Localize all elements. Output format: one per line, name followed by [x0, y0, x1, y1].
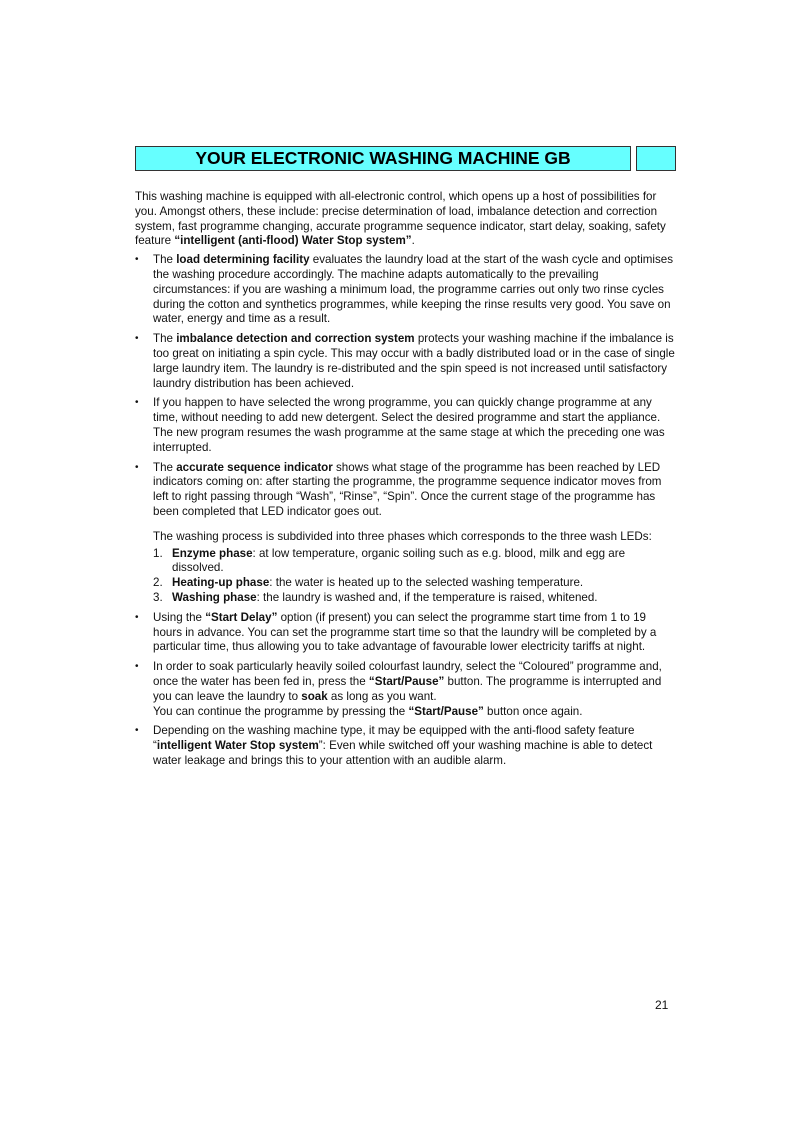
list-item-water-stop	[135, 724, 677, 768]
phase-number: 3.	[153, 590, 163, 604]
feature-list	[135, 253, 677, 769]
list-item-imbalance	[135, 332, 677, 391]
phase-item-enzyme	[153, 547, 677, 577]
phase-description: : the laundry is washed and, if the temperature is raised, whitened.	[256, 590, 598, 604]
header-side-box	[636, 146, 676, 171]
text: evaluates the laundry load at the start of the wash cycle and optimises the washing procedure accordingly. The machine adapts automatically to the prevailing circumstances: if you are washing a minimum load, the programme carries out only two rinse cycles during the cotton and synthetics programmes, while keeping the rinse results very good. You save on water, energy and time as a result.	[153, 253, 674, 326]
text: ”: Even while switched off your washing machine is able to detect water leakage and brings this to your attention with an audible alarm.	[153, 739, 653, 767]
text: The	[153, 332, 177, 346]
page-number: 21	[655, 998, 669, 1012]
phases-list	[153, 547, 677, 606]
text: protects your washing machine if the imbalance is too great on initiating a spin cycle. This may occur with a badly distributed load or in the case of single large laundry item. The laundry is re-distributed and the spin speed is not increased until satisfactory laundry distribution has been achieved.	[153, 332, 675, 390]
page-title: YOUR ELECTRONIC WASHING MACHINE GB	[195, 148, 571, 168]
list-item-programme-change	[135, 396, 677, 455]
phase-name: Enzyme phase	[172, 546, 253, 560]
phase-item-washing	[153, 591, 677, 606]
text: as long as you want.	[327, 689, 437, 703]
text: Depending on the washing machine type, it may be equipped with the anti-flood safety feature “	[153, 724, 635, 753]
bold-term: load determining facility	[176, 253, 310, 267]
list-item-sequence-indicator	[135, 461, 677, 606]
phase-item-heating	[153, 576, 677, 591]
section-header-bar	[135, 146, 631, 171]
text: The	[153, 460, 177, 474]
text: You can continue the programme by pressing the	[153, 704, 409, 718]
bold-term: accurate sequence indicator	[176, 460, 333, 474]
text: The	[153, 253, 177, 267]
phase-number: 2.	[153, 576, 163, 590]
text: In order to soak particularly heavily soiled colourfast laundry, select the “Coloured” programme and, once the water has been fed in, press the	[153, 660, 662, 688]
phase-description: : the water is heated up to the selected washing temperature.	[269, 576, 584, 590]
intro-text: This washing machine is equipped with all-electronic control, which opens up a host of possibilities for you. Amongst others, these include: precise determination of load, imbalance detection and correction system, fast programme changing, accurate programme sequence indicator, start delay, soaking, safety feature	[135, 190, 666, 248]
bold-term: “Start/Pause”	[408, 704, 484, 718]
phase-description: : at low temperature, organic soiling such as e.g. blood, milk and egg are dissolved.	[172, 546, 626, 575]
list-item-soak	[135, 660, 677, 719]
text: option (if present) you can select the programme start time from 1 to 19 hours in advance. You can set the programme start time so that the laundry will be completed by a particular time, thus allowing you to take advantage of favourable lower electricity tariffs at night.	[153, 610, 657, 654]
body-text	[135, 190, 677, 774]
intro-text-end: .	[411, 234, 415, 248]
bold-term: “Start Delay”	[205, 610, 278, 624]
phase-name: Washing phase	[172, 590, 257, 604]
list-item-load-determining	[135, 253, 677, 327]
phase-number: 1.	[153, 546, 163, 560]
text: Using the	[153, 610, 206, 624]
phase-name: Heating-up phase	[172, 576, 270, 590]
bold-term: intelligent Water Stop system	[156, 739, 319, 753]
text: button once again.	[483, 704, 583, 718]
text: If you happen to have selected the wrong programme, you can quickly change programme at any time, without needing to add new detergent. Select the desired programme and start the appliance. The new program resumes the wash programme at the same stage at which the preceding one was interrupted.	[153, 396, 665, 454]
intro-bold-feature: “intelligent (anti-flood) Water Stop system”	[174, 234, 412, 248]
list-item-start-delay	[135, 611, 677, 655]
text: button. The programme is interrupted and you can leave the laundry to	[153, 674, 662, 703]
phases-intro: The washing process is subdivided into three phases which corresponds to the three wash LEDs:	[153, 529, 652, 543]
bold-term: “Start/Pause”	[368, 674, 445, 688]
bold-term: imbalance detection and correction system	[176, 332, 415, 346]
text: shows what stage of the programme has been reached by LED indicators coming on: after starting the programme, the programme sequence indicator moves from left to right passing through “Wash”, “Rinse”, “Spin”. Once the current stage of the programme has been completed that LED indicator goes out.	[153, 460, 662, 518]
intro-paragraph	[135, 190, 677, 249]
bold-term: soak	[301, 689, 328, 703]
